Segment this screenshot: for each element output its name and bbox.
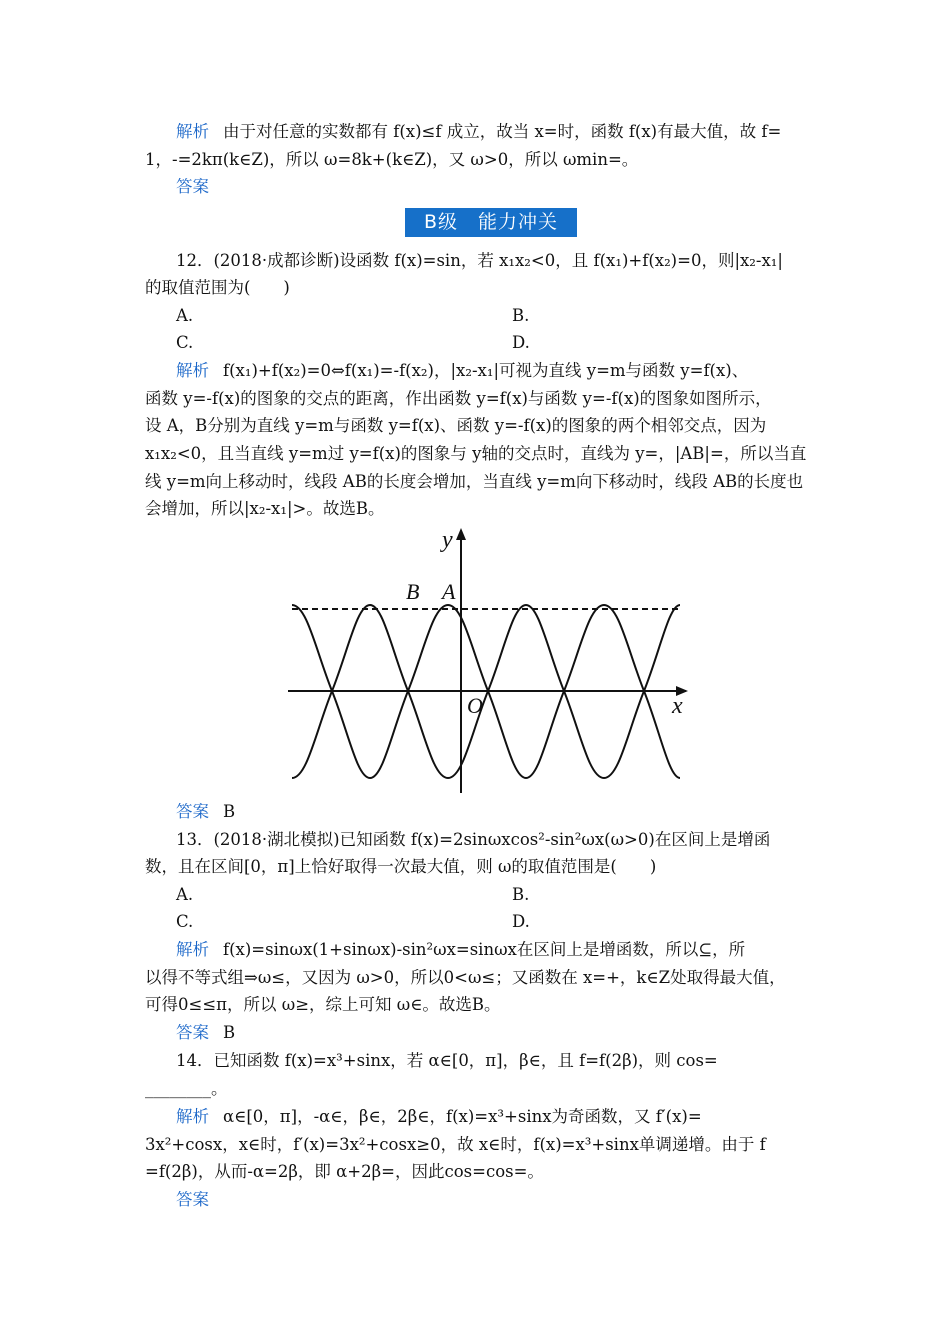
- answer-label: 答案: [176, 1023, 209, 1042]
- q13-stem-line-1: 13．(2018·湖北模拟)已知函数 f(x)=2sinωxcos²-sin²ωx(ω>0)在区间上是增函: [176, 830, 771, 849]
- q12-analysis-line-6: 会增加，所以|x₂-x₁|>。故选B。: [145, 499, 385, 518]
- point-b-label: B: [406, 579, 420, 604]
- q12-option-d: D.: [512, 333, 530, 352]
- q13-analysis-line-2: 以得不等式组⇒ω≤，又因为 ω>0，所以0<ω≤；又函数在 x=+，k∈Z处取得最大值，: [145, 968, 786, 987]
- q12-analysis-line-3: 设 A，B分别为直线 y=m与函数 y=f(x)、函数 y=-f(x)的图象的两个相邻交点，因为: [145, 416, 767, 435]
- y-axis-label: y: [442, 527, 453, 553]
- q13-answer: 答案 B: [176, 1023, 236, 1042]
- section-banner: B级 能力冲关: [405, 208, 577, 237]
- q12-option-b: B.: [512, 306, 530, 325]
- q14-analysis-line-2: 3x²+cosx，x∈时，f′(x)=3x²+cosx≥0，故 x∈时，f(x)=x³+sinx单调递增。由于 f: [145, 1135, 766, 1154]
- analysis-label: 解析: [176, 940, 209, 959]
- q13-option-d: D.: [512, 912, 530, 931]
- analysis-label: 解析: [176, 361, 209, 380]
- q12-analysis-line-2: 函数 y=-f(x)的图象的交点的距离，作出函数 y=f(x)与函数 y=-f(x)的图象如图所示，: [145, 389, 772, 408]
- q13-option-a: A.: [176, 885, 194, 904]
- q12-option-c: C.: [176, 333, 194, 352]
- q14-analysis-line-3: =f(2β)，从而-α=2β，即 α+2β=，因此cos=cos=。: [145, 1162, 544, 1181]
- q14-analysis-line-1: 解析 α∈[0，π]，-α∈，β∈，2β∈，f(x)=x³+sinx为奇函数，又 f′(x)=: [176, 1107, 702, 1126]
- q13-analysis-line-3: 可得0≤≤π，所以 ω≥，综上可知 ω∈。故选B。: [145, 995, 501, 1014]
- analysis-label: 解析: [176, 1107, 209, 1126]
- q14-stem-line-1: 14．已知函数 f(x)=x³+sinx，若 α∈[0，π]，β∈，且 f=f(2β)，则 cos=: [176, 1051, 718, 1070]
- analysis-label: 解析: [176, 122, 209, 141]
- origin-label: O: [467, 693, 483, 718]
- q13-option-c: C.: [176, 912, 194, 931]
- q11-analysis-line-1: 解析 由于对任意的实数都有 f(x)≤f 成立，故当 x=时，函数 f(x)有最大值，故 f=: [176, 122, 782, 141]
- q12-analysis-line-1: 解析 f(x₁)+f(x₂)=0⇔f(x₁)=-f(x₂)，|x₂-x₁|可视为直线 y=m与函数 y=f(x)、: [176, 361, 749, 380]
- q14-answer-label: 答案: [176, 1190, 209, 1209]
- q14-stem-line-2: ________。: [145, 1079, 228, 1098]
- point-a-label: A: [442, 579, 456, 604]
- q13-stem-line-2: 数，且在区间[0，π]上恰好取得一次最大值，则 ω的取值范围是( ): [145, 857, 657, 876]
- x-axis-label: x: [672, 693, 683, 719]
- q11-analysis-line-2: 1，-=2kπ(k∈Z)，所以 ω=8k+(k∈Z)，又 ω>0，所以 ωmin=。: [145, 150, 639, 169]
- q12-option-a: A.: [176, 306, 194, 325]
- q11-answer-label: 答案: [176, 177, 209, 196]
- answer-label: 答案: [176, 802, 209, 821]
- q13-option-b: B.: [512, 885, 530, 904]
- sine-graph-figure: [282, 525, 692, 800]
- q13-analysis-line-1: 解析 f(x)=sinωx(1+sinωx)-sin²ωx=sinωx在区间上是增函数，所以⊆，所: [176, 940, 746, 959]
- q12-stem-line-1: 12．(2018·成都诊断)设函数 f(x)=sin，若 x₁x₂<0，且 f(x₁)+f(x₂)=0，则|x₂-x₁|: [176, 251, 783, 270]
- q12-answer: 答案 B: [176, 802, 236, 821]
- q12-analysis-line-5: 线 y=m向上移动时，线段 AB的长度会增加，当直线 y=m向下移动时，线段 AB的长度也: [145, 472, 804, 491]
- q12-stem-line-2: 的取值范围为( ): [145, 278, 290, 297]
- q12-analysis-line-4: x₁x₂<0，且当直线 y=m过 y=f(x)的图象与 y轴的交点时，直线为 y=，|AB|=，所以当直: [145, 444, 807, 463]
- y-axis-arrow: [456, 528, 466, 540]
